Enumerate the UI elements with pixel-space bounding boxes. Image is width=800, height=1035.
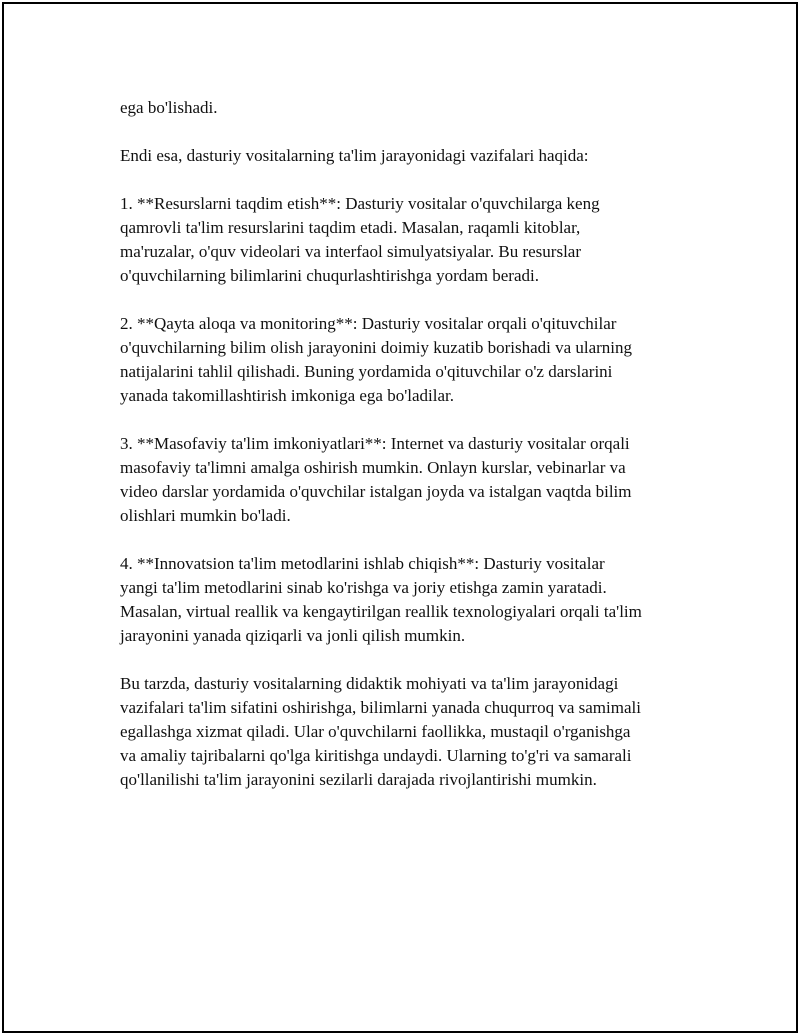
- text-line: olishlari mumkin bo'ladi.: [120, 506, 291, 525]
- paragraph-intro: [120, 144, 700, 168]
- text-line: 1. **Resurslarni taqdim etish**: Dasturiy vositalar o'quvchilarga keng: [120, 194, 600, 213]
- text-line: Bu tarzda, dasturiy vositalarning didaktik mohiyati va ta'lim jarayonidagi: [120, 674, 619, 693]
- text-line: natijalarini tahlil qilishadi. Buning yordamida o'qituvchilar o'z darslarini: [120, 362, 613, 381]
- text-line: Endi esa, dasturiy vositalarning ta'lim jarayonidagi vazifalari haqida:: [120, 146, 589, 165]
- text-line: 2. **Qayta aloqa va monitoring**: Dasturiy vositalar orqali o'qituvchilar: [120, 314, 617, 333]
- text-line: o'quvchilarning bilimlarini chuqurlashtirishga yordam beradi.: [120, 266, 539, 285]
- text-line: ega bo'lishadi.: [120, 98, 218, 117]
- paragraph-item-1: [120, 192, 700, 288]
- text-line: 4. **Innovatsion ta'lim metodlarini ishlab chiqish**: Dasturiy vositalar: [120, 554, 605, 573]
- text-line: yanada takomillashtirish imkoniga ega bo'ladilar.: [120, 386, 455, 405]
- paragraph-item-4: [120, 552, 700, 648]
- paragraph-gap: [120, 288, 700, 312]
- text-line: qo'llanilishi ta'lim jarayonini sezilarli darajada rivojlantirishi mumkin.: [120, 770, 597, 789]
- text-line: video darslar yordamida o'quvchilar istalgan joyda va istalgan vaqtda bilim: [120, 482, 632, 501]
- text-line: va amaliy tajribalarni qo'lga kiritishga undaydi. Ularning to'g'ri va samarali: [120, 746, 632, 765]
- text-line: 3. **Masofaviy ta'lim imkoniyatlari**: Internet va dasturiy vositalar orqali: [120, 434, 630, 453]
- text-line: yangi ta'lim metodlarini sinab ko'rishga va joriy etishga zamin yaratadi.: [120, 578, 607, 597]
- paragraph-gap: [120, 648, 700, 672]
- text-line: Masalan, virtual reallik va kengaytirilgan reallik texnologiyalari orqali ta'lim: [120, 602, 642, 621]
- paragraph-continuation: [120, 96, 700, 120]
- text-line: o'quvchilarning bilim olish jarayonini doimiy kuzatib borishadi va ularning: [120, 338, 633, 357]
- paragraph-item-3: [120, 432, 700, 528]
- text-line: ma'ruzalar, o'quv videolari va interfaol simulyatsiyalar. Bu resurslar: [120, 242, 581, 261]
- paragraph-conclusion: [120, 672, 700, 792]
- document-body: [120, 96, 700, 792]
- paragraph-gap: [120, 408, 700, 432]
- text-line: masofaviy ta'limni amalga oshirish mumkin. Onlayn kurslar, vebinarlar va: [120, 458, 626, 477]
- page-frame: [2, 2, 798, 1033]
- text-line: egallashga xizmat qiladi. Ular o'quvchilarni faollikka, mustaqil o'rganishga: [120, 722, 631, 741]
- paragraph-gap: [120, 168, 700, 192]
- paragraph-gap: [120, 528, 700, 552]
- paragraph-item-2: [120, 312, 700, 408]
- text-line: vazifalari ta'lim sifatini oshirishga, bilimlarni yanada chuqurroq va samimali: [120, 698, 641, 717]
- text-line: jarayonini yanada qiziqarli va jonli qilish mumkin.: [120, 626, 466, 645]
- paragraph-gap: [120, 120, 700, 144]
- text-line: qamrovli ta'lim resurslarini taqdim etadi. Masalan, raqamli kitoblar,: [120, 218, 581, 237]
